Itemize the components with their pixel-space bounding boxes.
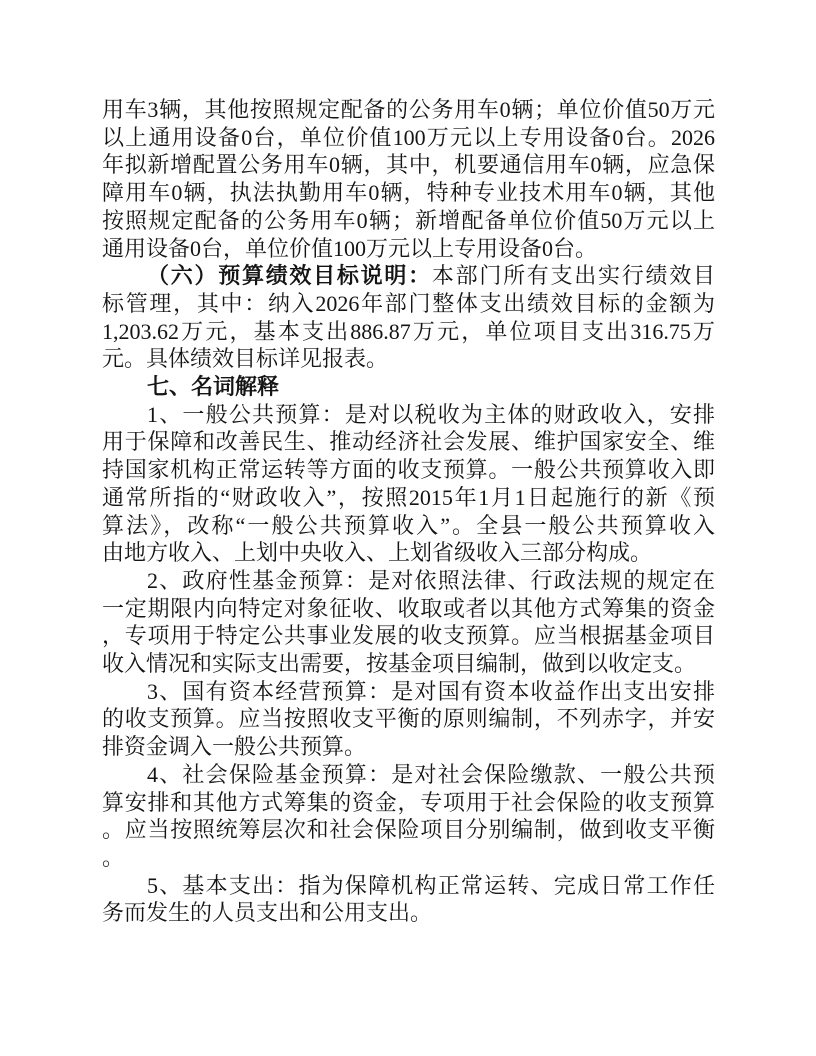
text-line: 3、国有资本经营预算：是对国有资本收益作出支出安排 — [147, 678, 715, 704]
text-line: 。 — [102, 844, 125, 870]
text-line: 年拟新增配置公务用车0辆，其中，机要通信用车0辆，应急保 — [102, 152, 715, 178]
text-line: 持国家机构正常运转等方面的收支预算。一般公共预算收入即 — [102, 457, 715, 483]
text-line: 用车3辆，其他按照规定配备的公务用车0辆；单位价值50万元 — [102, 97, 715, 122]
text-line: 的收支预算。应当按照收支平衡的原则编制，不列赤字，并安 — [102, 706, 715, 732]
paragraph-state-capital-budget — [102, 678, 715, 761]
text-line: 以上通用设备0台，单位价值100万元以上专用设备0台。2026 — [102, 124, 715, 150]
text-run: 本部门所有支出实行绩效目 — [431, 263, 715, 289]
text-line: 通用设备0台，单位价值100万元以上专用设备0台。 — [102, 235, 598, 261]
document-body — [102, 96, 715, 927]
text-line: 通常所指的“财政收入”，按照2015年1月1日起施行的新《预 — [102, 484, 715, 510]
text-line — [102, 262, 715, 290]
section-heading: 七、名词解释 — [147, 374, 280, 400]
paragraph-government-fund-budget — [102, 567, 715, 678]
text-line: 5、基本支出：指为保障机构正常运转、完成日常工作任 — [147, 872, 715, 898]
text-line: 一定期限内向特定对象征收、收取或者以其他方式筹集的资金 — [102, 595, 715, 621]
text-line: 算安排和其他方式筹集的资金，专项用于社会保险的收支预算 — [102, 789, 715, 815]
text-line: 元。具体绩效目标详见报表。 — [102, 346, 389, 372]
paragraph-performance-targets — [102, 262, 715, 373]
text-line: 标管理，其中：纳入2026年部门整体支出绩效目标的金额为 — [102, 290, 715, 316]
text-line: 由地方收入、上划中央收入、上划省级收入三部分构成。 — [102, 540, 653, 566]
text-line: 4、社会保险基金预算：是对社会保险缴款、一般公共预 — [147, 761, 715, 787]
paragraph-social-insurance-budget — [102, 761, 715, 872]
text-line: 2、政府性基金预算：是对依照法律、行政法规的规定在 — [147, 567, 715, 593]
text-line: 务而发生的人员支出和公用支出。 — [102, 900, 433, 926]
text-line: 排资金调入一般公共预算。 — [102, 734, 367, 760]
text-line: 1、一般公共预算：是对以税收为主体的财政收入，安排 — [147, 401, 715, 427]
text-line: 算法》，改称“一般公共预算收入”。全县一般公共预算收入 — [102, 512, 715, 538]
section-heading-glossary — [102, 373, 715, 401]
paragraph-vehicles-equipment — [102, 96, 715, 262]
text-line: 用于保障和改善民生、推动经济社会发展、维护国家安全、维 — [102, 429, 715, 455]
paragraph-general-public-budget — [102, 401, 715, 567]
text-line: 障用车0辆，执法执勤用车0辆，特种专业技术用车0辆，其他 — [102, 180, 715, 206]
text-line: 。应当按照统筹层次和社会保险项目分别编制，做到收支平衡 — [102, 817, 715, 843]
text-line: ，专项用于特定公共事业发展的收支预算。应当根据基金项目 — [102, 623, 715, 649]
paragraph-basic-expenditure — [102, 872, 715, 927]
text-line: 1,203.62万元，基本支出886.87万元，单位项目支出316.75万 — [102, 318, 715, 344]
text-line: 收入情况和实际支出需要，按基金项目编制，做到以收定支。 — [102, 651, 697, 677]
paragraph-lead-label: （六）预算绩效目标说明： — [147, 263, 432, 289]
text-line: 按照规定配备的公务用车0辆；新增配备单位价值50万元以上 — [102, 207, 715, 233]
